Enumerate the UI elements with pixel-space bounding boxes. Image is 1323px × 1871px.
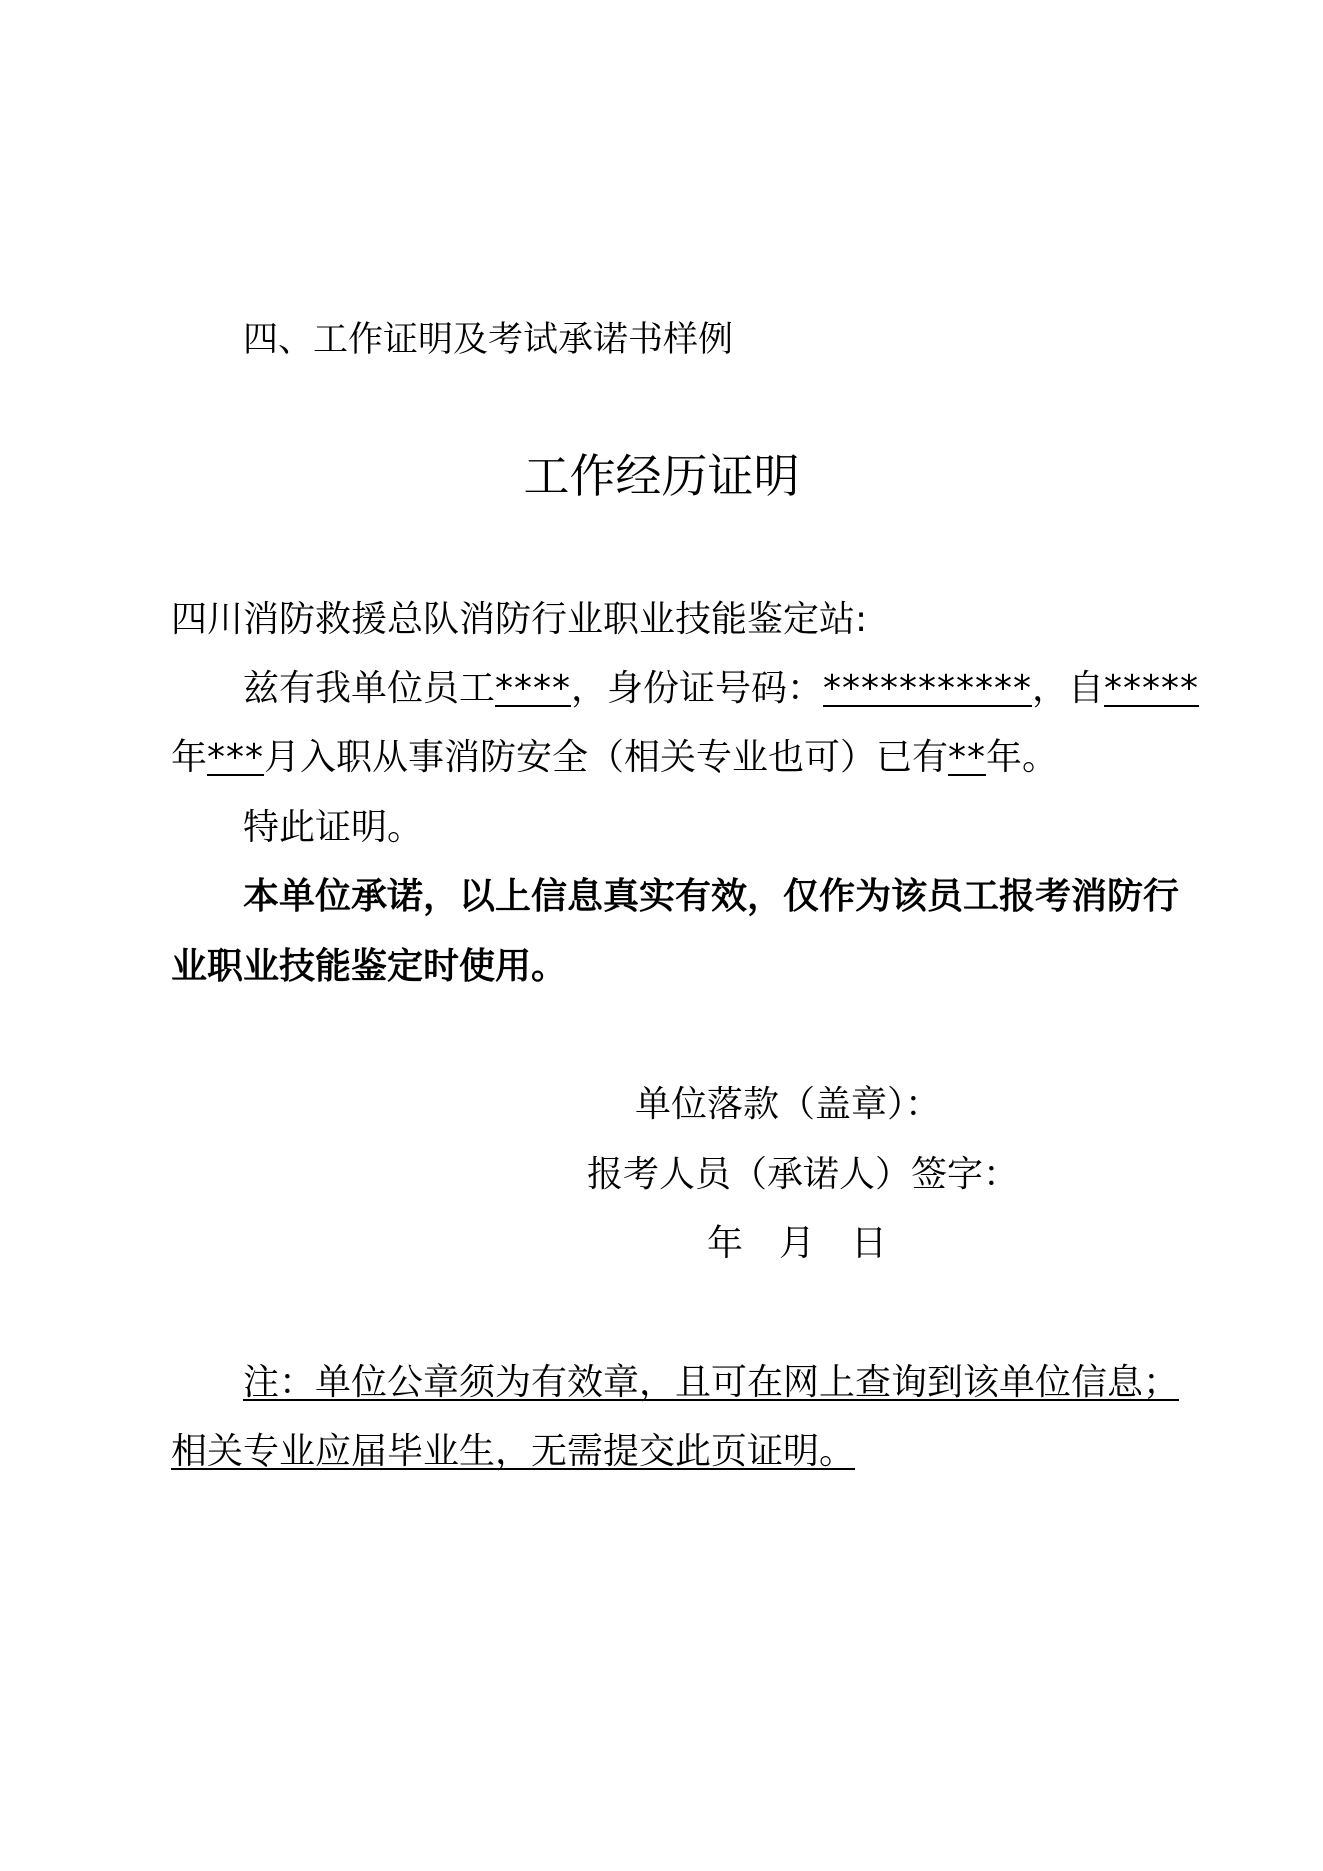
employee-name-field: **** (495, 668, 572, 709)
pledge-line-1: 本单位承诺，以上信息真实有效，仅作为该员工报考消防行 (243, 876, 1180, 917)
date-month-label: 月 (779, 1223, 816, 1264)
body-text: 年 (171, 737, 208, 778)
closing-line: 特此证明。 (243, 807, 424, 848)
date-day-label: 日 (851, 1223, 888, 1264)
applicant-signature-label: 报考人员（承诺人）签字： (587, 1154, 1020, 1195)
body-text: ，身份证号码： (571, 668, 824, 709)
signature-date (707, 1222, 887, 1266)
recipient-line: 四川消防救援总队消防行业职业技能鉴定站: (171, 599, 868, 640)
body-text: 兹有我单位员工 (243, 668, 496, 709)
document-title: 工作经历证明 (523, 449, 800, 503)
date-year-label: 年 (707, 1223, 744, 1264)
section-heading: 四、工作证明及考试承诺书样例 (243, 320, 734, 360)
unit-signature-label: 单位落款（盖章）： (635, 1084, 942, 1125)
body-text: ，自 (1032, 668, 1105, 709)
id-number-field: *********** (823, 668, 1033, 709)
note-line-1: 注：单位公章须为有效章，且可在网上查询到该单位信息； (243, 1362, 1180, 1403)
body-paragraph-line-2 (171, 736, 1058, 780)
note-line-2: 相关专业应届毕业生，无需提交此页证明。 (171, 1431, 856, 1472)
pledge-line-2: 业职业技能鉴定时使用。 (171, 946, 568, 987)
start-year-field: ***** (1104, 668, 1200, 709)
body-paragraph-line-1 (243, 667, 1199, 711)
years-field: ** (948, 737, 987, 778)
start-month-field: *** (207, 737, 265, 778)
body-text: 年。 (986, 737, 1059, 778)
body-text: 月入职从事消防安全（相关专业也可）已有 (264, 737, 949, 778)
